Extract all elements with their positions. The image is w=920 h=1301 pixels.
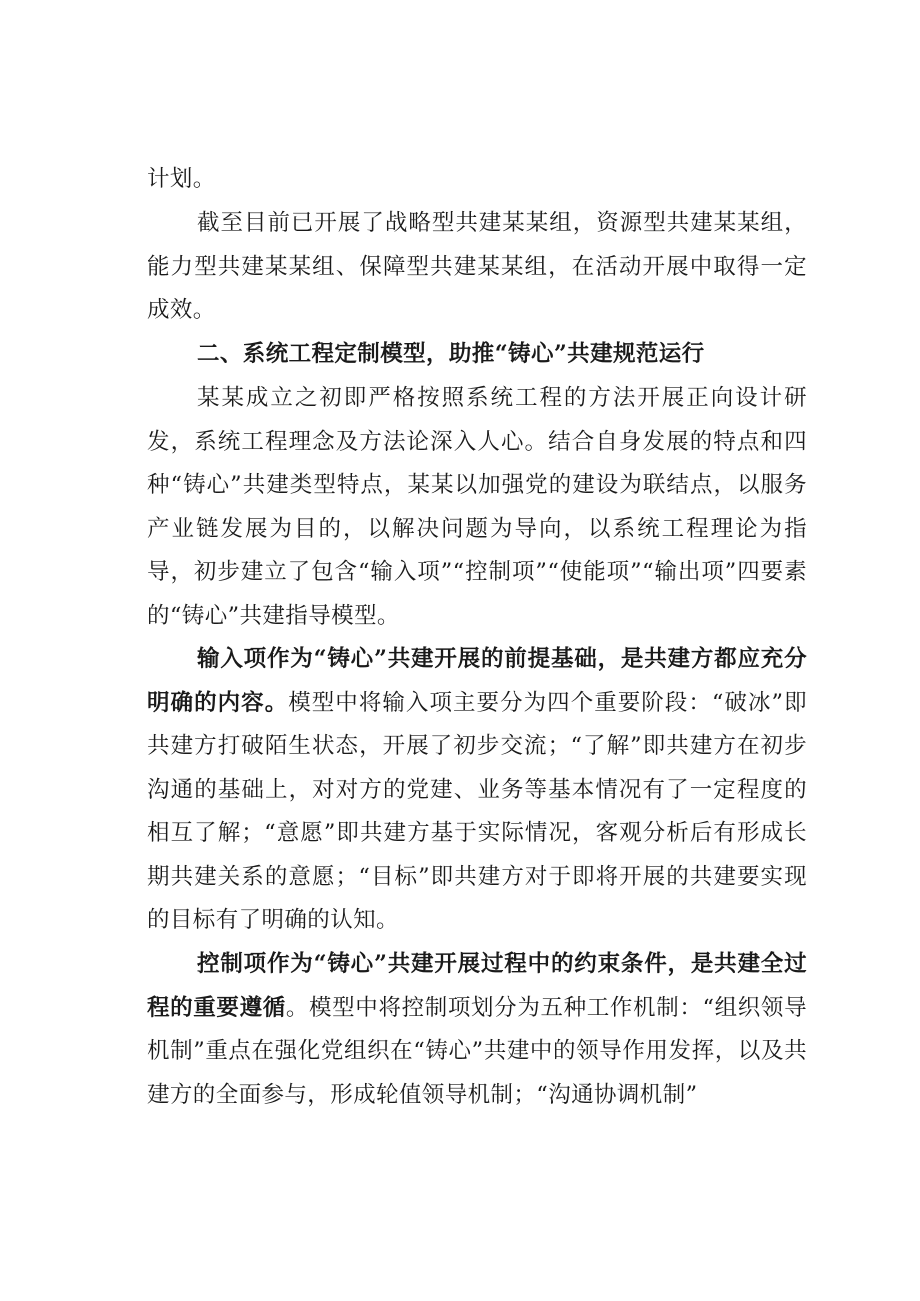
paragraph-control-items [147,943,807,1117]
paragraph-system-engineering [147,377,807,638]
section-heading-2: 二、系统工程定制模型，助推“铸心”共建规范运行 [197,341,705,367]
control-items-lead: 控制项作为“铸心”共建开展过程中的约束条件，是共建全过程的重要遵循 [147,951,807,1021]
control-items-body: 。模型中将控制项划分为五种工作机制：“组织领导机制”重点在强化党组织在“铸心”共建中的领导作用发挥，以及共建方的全面参与，形成轮值领导机制；“沟通协调机制” [147,994,807,1108]
paragraph-system-engineering-text: 某某成立之初即严格按照系统工程的方法开展正向设计研发，系统工程理念及方法论深入人心。结合自身发展的特点和四种“铸心”共建类型特点，某某以加强党的建设为联结点，以服务产业链发展为目的，以解决问题为导向，以系统工程理论为指导，初步建立了包含“输入项”“控制项”“使能项”“输出项”四要素的“铸心”共建指导模型。 [147,385,807,629]
paragraph-plan-end: 计划。 [147,166,216,192]
input-items-lead: 输入项作为“铸心”共建开展的前提基础，是共建方都应充分明确的内容。 [147,646,807,716]
paragraph-progress: 截至目前已开展了战略型共建某某组，资源型共建某某组，能力型共建某某组、保障型共建某某组，在活动开展中取得一定成效。 [147,210,807,323]
paragraph-input-items [147,638,807,943]
input-items-body: 模型中将输入项主要分为四个重要阶段：“破冰”即共建方打破陌生状态，开展了初步交流；“了解”即共建方在初步沟通的基础上，对对方的党建、业务等基本情况有了一定程度的相互了解；“意愿”即共建方基于实际情况，客观分析后有形成长期共建关系的意愿；“目标”即共建方对于即将开展的共建要实现的目标有了明确的认知。 [147,689,807,933]
